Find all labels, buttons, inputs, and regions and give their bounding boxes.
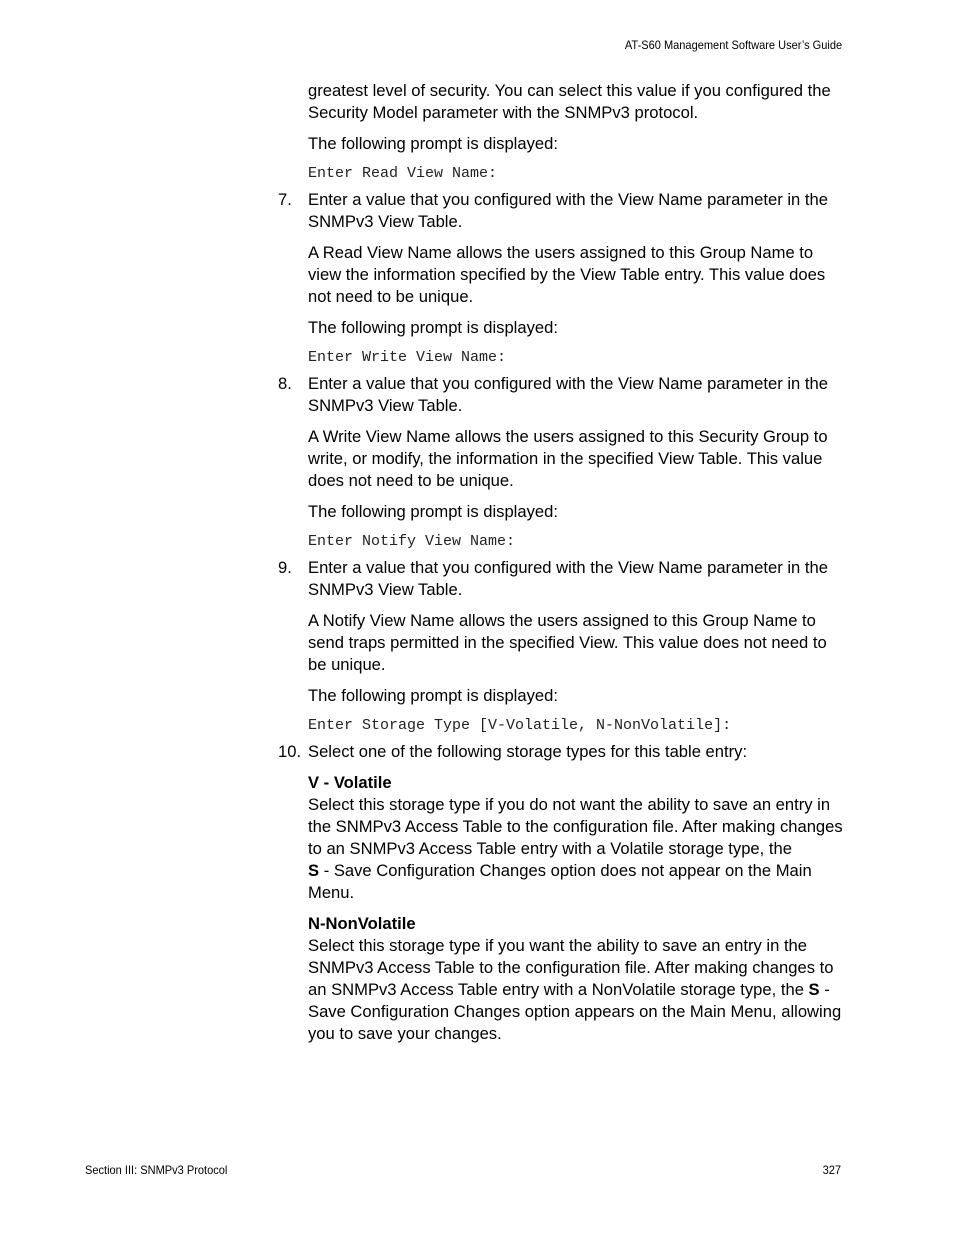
option-body-text: - Save Configuration Changes option does not appear on the Main Menu. [308,861,812,902]
page-body [278,80,848,1054]
option-body-text: - Save Configuration Changes option appears on the Main Menu, allowing you to save your changes. [308,980,842,1043]
step-8 [278,373,848,417]
footer-section: Section III: SNMPv3 Protocol [85,1163,228,1177]
running-header: AT-S60 Management Software User’s Guide [624,38,842,52]
step-text: Enter a value that you configured with the View Name parameter in the SNMPv3 View Table. [308,190,828,231]
step-text: Select one of the following storage types for this table entry: [308,742,748,761]
prompt-label: The following prompt is displayed: [308,318,558,337]
code-prompt: Enter Read View Name: [308,165,498,182]
step-number: 8. [278,374,292,393]
step-8-paragraph: A Write View Name allows the users assigned to this Security Group to write, or modify, the information in the specified View Table. This value does not need to be unique. [308,427,828,490]
page-number: 327 [822,1163,841,1177]
code-prompt: Enter Notify View Name: [308,533,516,550]
intro-paragraph: greatest level of security. You can select this value if you configured the Security Model parameter with the SNMPv3 protocol. [308,81,831,122]
option-nonvolatile [308,913,848,1045]
prompt-label: The following prompt is displayed: [308,134,558,153]
step-text: Enter a value that you configured with the View Name parameter in the SNMPv3 View Table. [308,558,828,599]
option-title: V - Volatile [308,773,392,792]
step-number: 10. [278,742,302,761]
step-9 [278,557,848,601]
code-prompt: Enter Storage Type [V-Volatile, N-NonVolatile]: [308,717,732,734]
option-title: N-NonVolatile [308,914,416,933]
step-number: 9. [278,558,292,577]
prompt-label: The following prompt is displayed: [308,686,558,705]
step-number: 7. [278,190,292,209]
step-7 [278,189,848,233]
option-volatile [308,772,848,904]
code-prompt: Enter Write View Name: [308,349,507,366]
option-key: S [308,861,320,880]
step-text: Enter a value that you configured with the View Name parameter in the SNMPv3 View Table. [308,374,828,415]
step-7-paragraph: A Read View Name allows the users assigned to this Group Name to view the information specified by the View Table entry. This value does not need to be unique. [308,243,826,306]
option-key: S [808,980,820,999]
step-10 [278,741,848,763]
prompt-label: The following prompt is displayed: [308,502,558,521]
option-body [308,935,848,1045]
option-body-text: Select this storage type if you do not want the ability to save an entry in the SNMPv3 Access Table to the configuration file. After making changes to an SNMPv3 Access Table entry with a Volatile storage type, the [308,795,843,858]
option-body-text: Select this storage type if you want the ability to save an entry in the SNMPv3 Access Table to the configuration file. After making changes to an SNMPv3 Access Table entry with a NonVolatile storage type, the [308,936,834,999]
step-9-paragraph: A Notify View Name allows the users assigned to this Group Name to send traps permitted in the specified View. This value does not need to be unique. [308,611,827,674]
option-body [308,794,848,904]
